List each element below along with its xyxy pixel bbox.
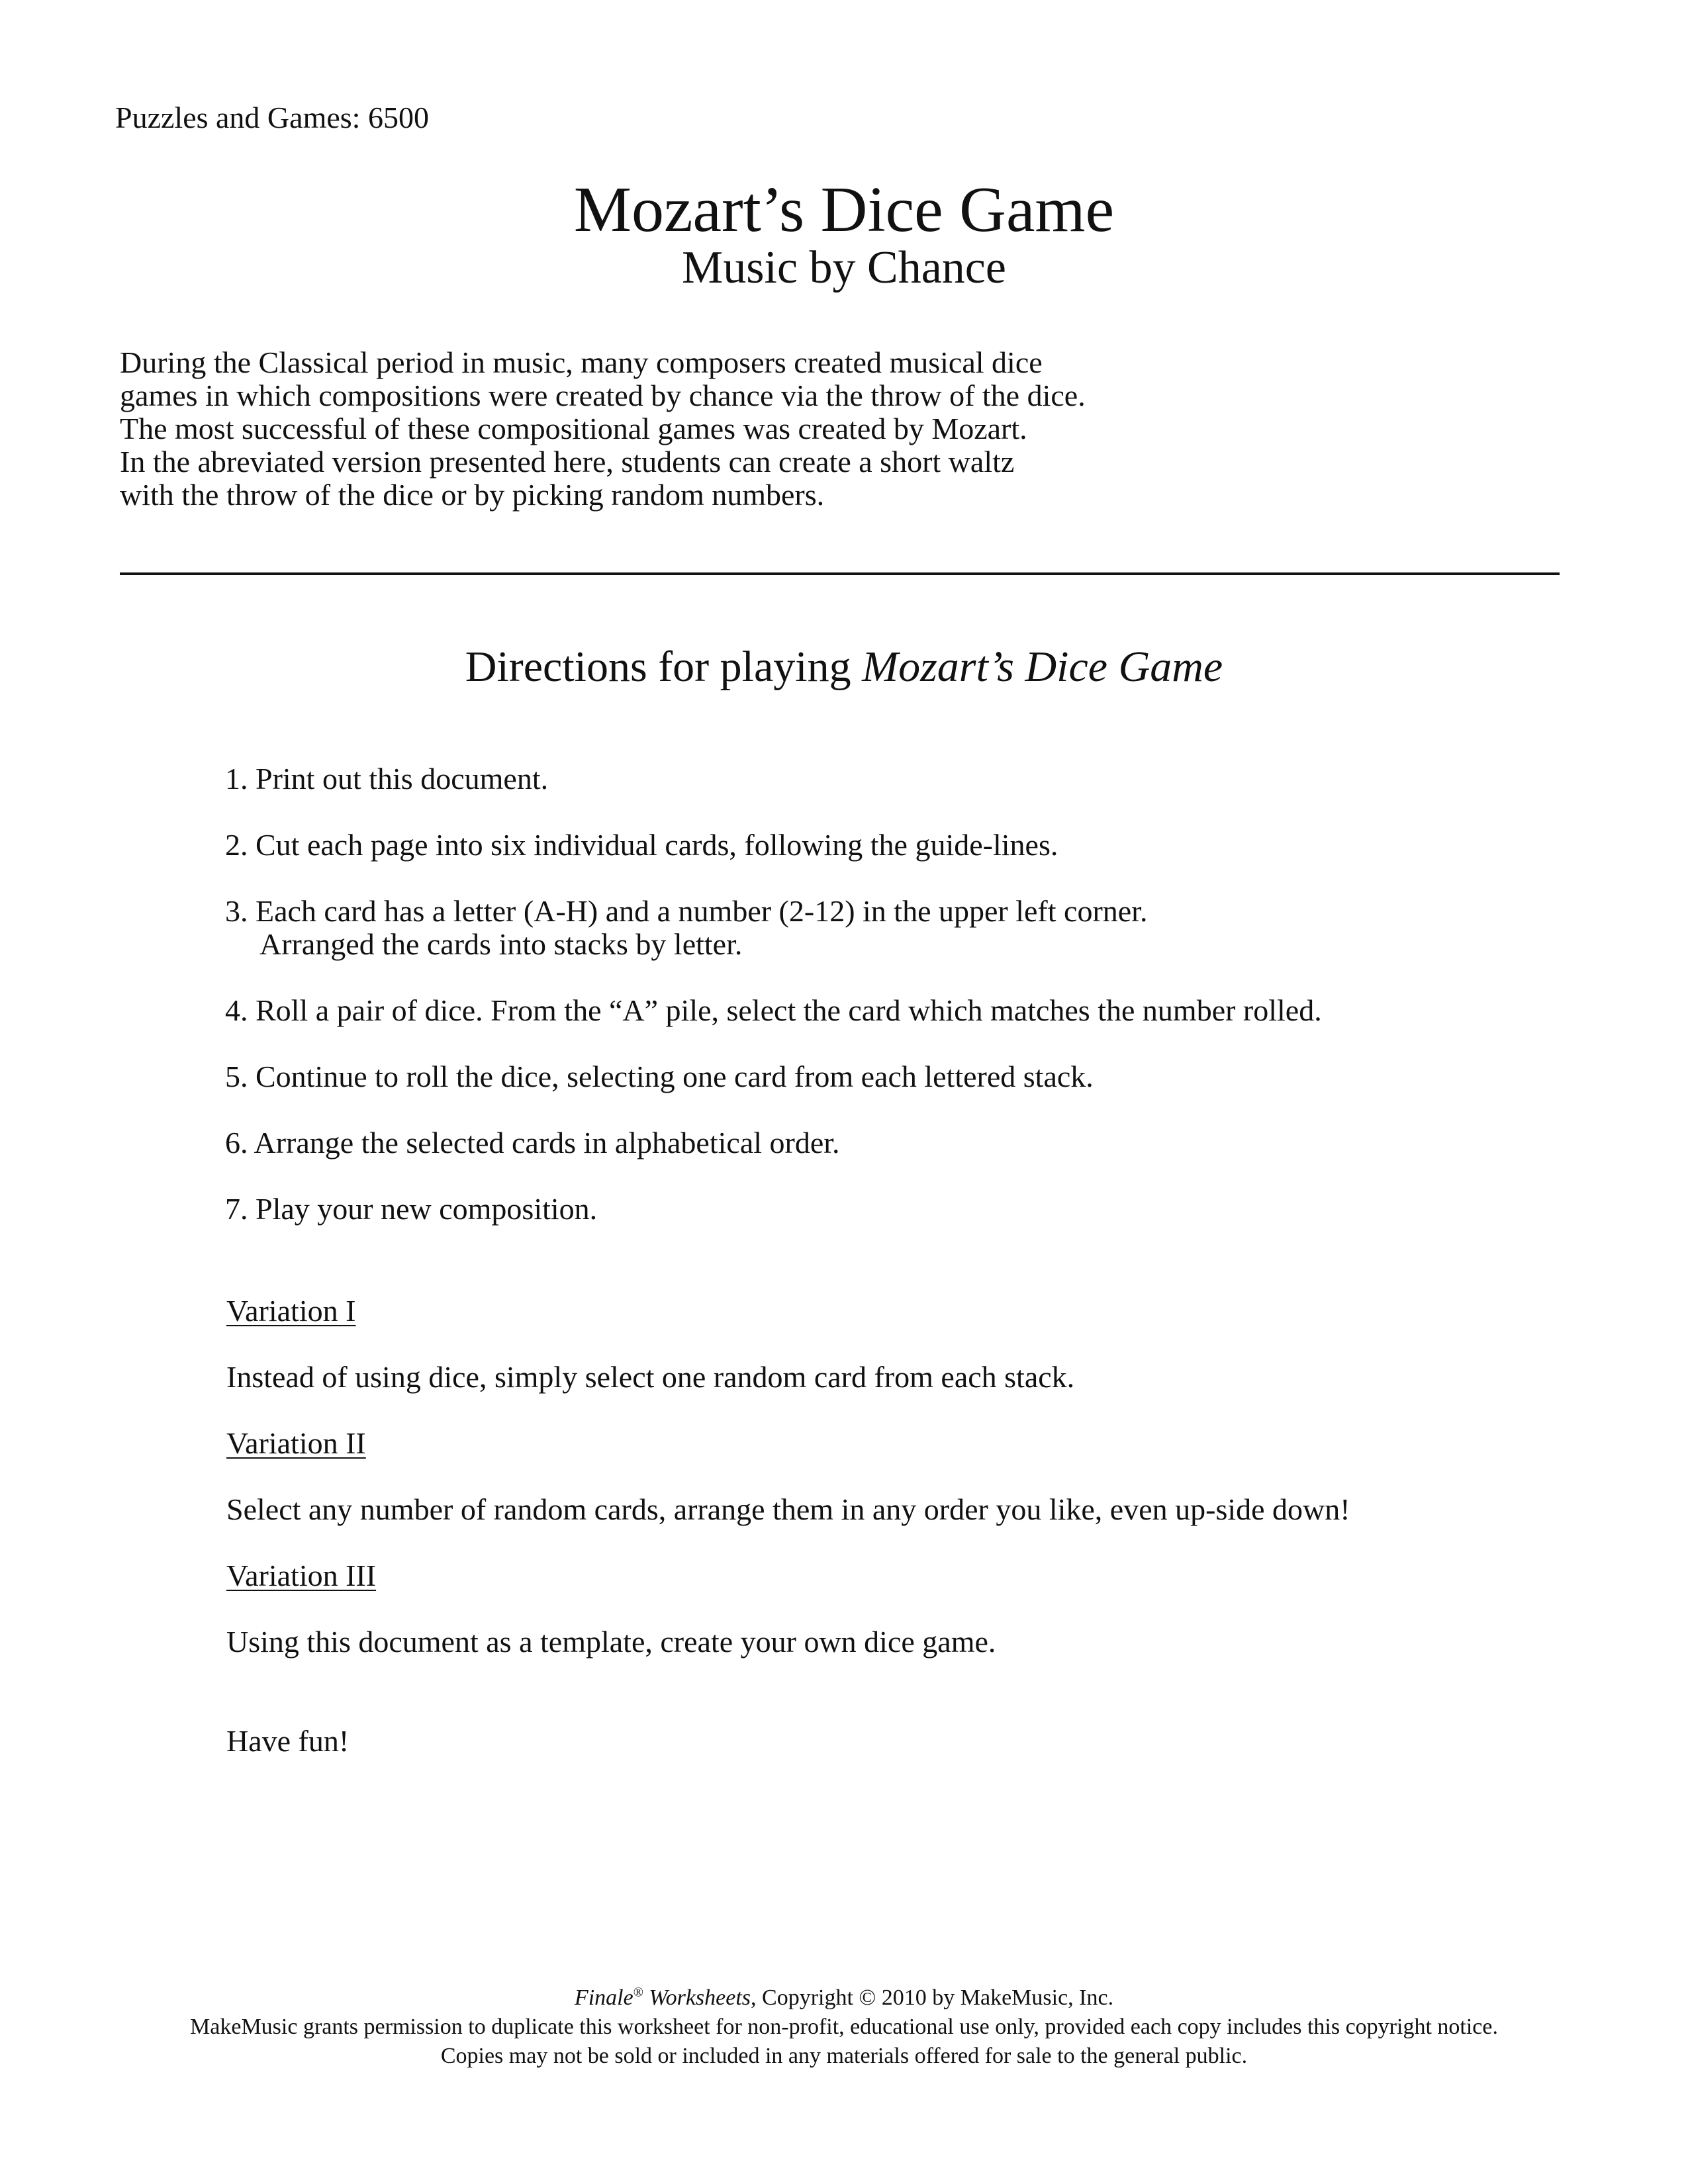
step-text: Arrange the selected cards in alphabetical order. xyxy=(254,1126,840,1160)
directions-steps-list xyxy=(225,762,1322,1226)
registered-mark: ® xyxy=(633,1985,643,2000)
intro-line: games in which compositions were created by chance via the throw of the dice. xyxy=(120,379,1086,412)
step-text: Each card has a letter (A-H) and a number (2-12) in the upper left corner. xyxy=(256,894,1148,928)
step-text: Continue to roll the dice, selecting one card from each lettered stack. xyxy=(256,1060,1094,1093)
step-number: 6. xyxy=(225,1126,248,1160)
step-number: 7. xyxy=(225,1192,248,1226)
step-line xyxy=(225,1126,1322,1160)
directions-heading-prefix: Directions for playing xyxy=(465,643,863,691)
step-item xyxy=(225,1193,1322,1226)
closing-text: Have fun! xyxy=(226,1724,350,1758)
variation-1-text: Instead of using dice, simply select one random card from each stack. xyxy=(226,1360,1075,1394)
variation-3-text: Using this document as a template, create your own dice game. xyxy=(226,1625,996,1659)
footer-restriction: Copies may not be sold or included in any materials offered for sale to the general public. xyxy=(440,2044,1248,2068)
page-title: Mozart’s Dice Game xyxy=(573,174,1115,246)
step-number: 1. xyxy=(225,762,248,796)
step-number: 2. xyxy=(225,828,248,862)
footer-permission: MakeMusic grants permission to duplicate this worksheet for non-profit, educational use only, provided each copy includes this copyright notice. xyxy=(190,2015,1498,2039)
step-number: 5. xyxy=(225,1060,248,1093)
step-line xyxy=(225,829,1322,862)
directions-heading-game-name: Mozart’s Dice Game xyxy=(862,643,1223,691)
variation-2-heading: Variation II xyxy=(226,1426,366,1460)
step-item xyxy=(225,762,1322,796)
step-item xyxy=(225,994,1322,1027)
directions-heading xyxy=(0,641,1688,694)
step-text-continued: Arranged the cards into stacks by letter. xyxy=(259,927,743,961)
step-item xyxy=(225,895,1322,961)
step-line xyxy=(225,895,1322,928)
step-number: 3. xyxy=(225,894,248,928)
step-text: Print out this document. xyxy=(256,762,549,796)
step-item xyxy=(225,1060,1322,1093)
intro-line: In the abreviated version presented here, students can create a short waltz xyxy=(120,445,1015,478)
variation-1-heading: Variation I xyxy=(226,1294,356,1328)
step-text: Play your new composition. xyxy=(256,1192,598,1226)
step-text: Cut each page into six individual cards, following the guide-lines. xyxy=(256,828,1058,862)
intro-line: During the Classical period in music, many composers created musical dice xyxy=(120,345,1043,379)
footer-copyright: , Copyright © 2010 by MakeMusic, Inc. xyxy=(751,1985,1114,2010)
step-line xyxy=(225,1193,1322,1226)
step-line xyxy=(225,762,1322,796)
footer-product-name-suffix: Worksheets xyxy=(643,1985,751,2010)
step-item xyxy=(225,1126,1322,1160)
page-subtitle: Music by Chance xyxy=(682,242,1006,293)
step-number: 4. xyxy=(225,993,248,1027)
step-text: Roll a pair of dice. From the “A” pile, select the card which matches the number rolled. xyxy=(256,993,1322,1027)
step-item xyxy=(225,829,1322,862)
variation-3-heading: Variation III xyxy=(226,1559,377,1592)
step-line xyxy=(225,994,1322,1027)
intro-line: with the throw of the dice or by picking random numbers. xyxy=(120,478,825,512)
step-line xyxy=(225,1060,1322,1093)
intro-paragraph xyxy=(120,346,1086,512)
footer-product-name: Finale xyxy=(574,1985,633,2010)
variation-2-text: Select any number of random cards, arrange them in any order you like, even up-side down! xyxy=(226,1492,1350,1526)
footer-copyright-line xyxy=(0,1983,1688,2013)
intro-line: The most successful of these compositional games was created by Mozart. xyxy=(120,412,1027,445)
horizontal-divider xyxy=(120,572,1560,575)
header-label: Puzzles and Games: 6500 xyxy=(115,101,429,134)
